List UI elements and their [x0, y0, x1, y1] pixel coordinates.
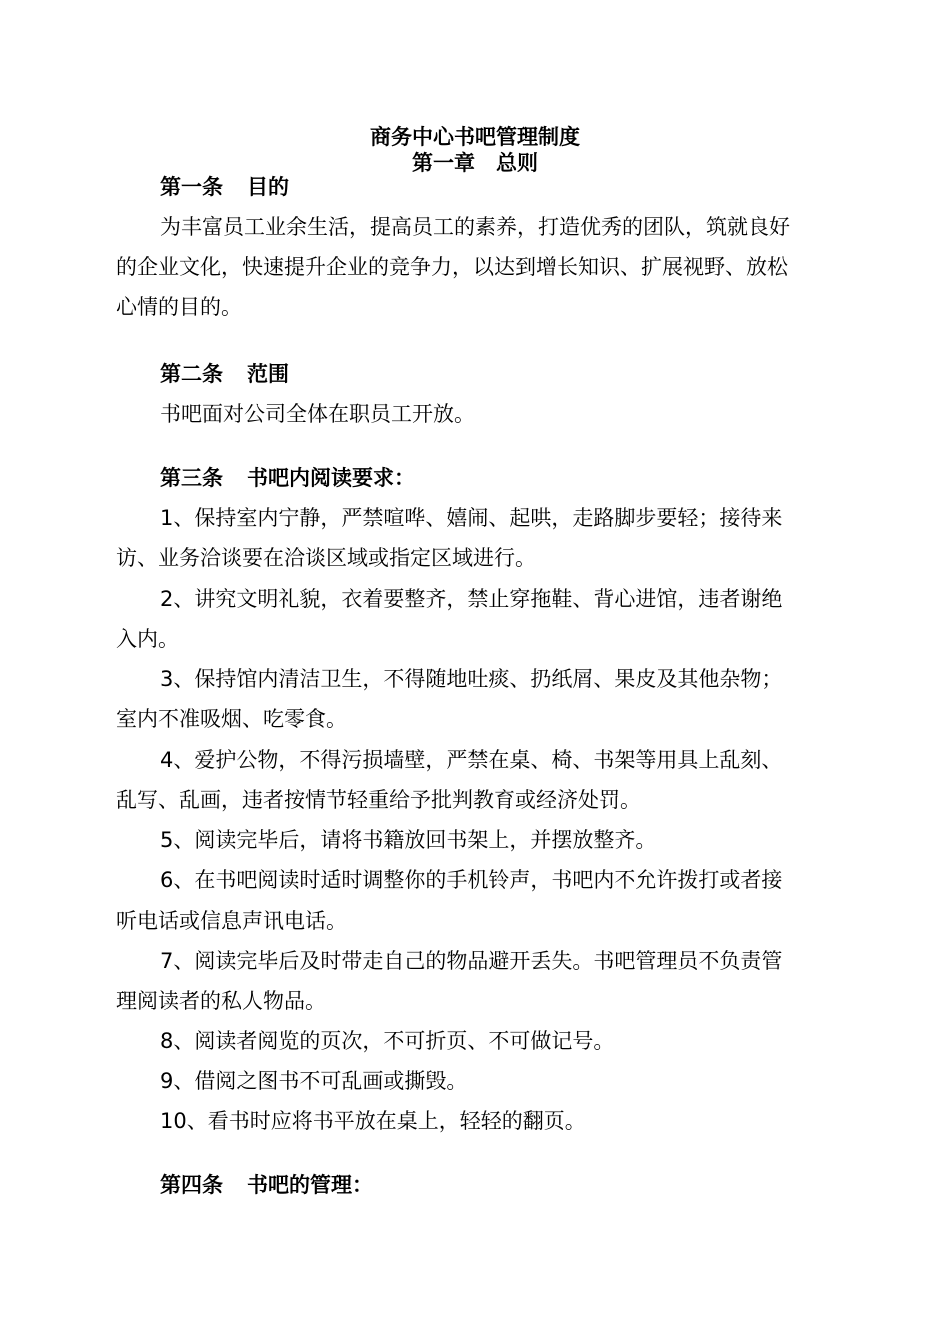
section-title: 书吧的管理：: [247, 1173, 373, 1197]
rule-item-5: 5、阅读完毕后，请将书籍放回书架上，并摆放整齐。: [160, 828, 657, 852]
rule-item-4-cont: 乱写、乱画，违者按情节轻重给予批判教育或经济处罚。: [116, 788, 641, 812]
rule-item-4: 4、爱护公物，不得污损墙壁，严禁在桌、椅、书架等用具上乱刻、: [160, 748, 783, 772]
rule-item-6-cont: 听电话或信息声讯电话。: [116, 909, 347, 933]
rule-item-10: 10、看书时应将书平放在桌上，轻轻的翻页。: [160, 1109, 586, 1133]
rule-item-9: 9、借阅之图书不可乱画或撕毁。: [160, 1069, 468, 1093]
document-title: 商务中心书吧管理制度: [370, 125, 580, 149]
rule-item-8: 8、阅读者阅览的页次，不可折页、不可做记号。: [160, 1029, 615, 1053]
rule-item-1-cont: 访、业务洽谈要在洽谈区域或指定区域进行。: [116, 546, 536, 570]
chapter-title: 第一章 总则: [412, 151, 538, 175]
section-heading-3: [160, 463, 415, 493]
section-heading-1: [160, 172, 289, 202]
rule-item-3-cont: 室内不准吸烟、吃零食。: [116, 707, 347, 731]
paragraph-line: 的企业文化，快速提升企业的竞争力，以达到增长知识、扩展视野、放松: [116, 255, 788, 279]
rule-item-7-cont: 理阅读者的私人物品。: [116, 989, 326, 1013]
rule-item-3: 3、保持馆内清洁卫生，不得随地吐痰、扔纸屑、果皮及其他杂物；: [160, 667, 783, 691]
rule-item-6: 6、在书吧阅读时适时调整你的手机铃声，书吧内不允许拨打或者接: [160, 868, 783, 892]
section-number: 第四条: [160, 1173, 223, 1197]
section-number: 第二条: [160, 362, 223, 386]
section-title: 书吧内阅读要求：: [247, 466, 415, 490]
section-title: 目的: [247, 175, 289, 199]
section-number: 第三条: [160, 466, 223, 490]
section-heading-4: [160, 1170, 373, 1200]
section-heading-2: [160, 359, 289, 389]
section-title: 范围: [247, 362, 289, 386]
paragraph-line: 心情的目的。: [116, 295, 242, 319]
section-number: 第一条: [160, 175, 223, 199]
paragraph-line: 书吧面对公司全体在职员工开放。: [160, 402, 475, 426]
rule-item-2-cont: 入内。: [116, 627, 179, 651]
rule-item-2: 2、讲究文明礼貌，衣着要整齐，禁止穿拖鞋、背心进馆，违者谢绝: [160, 587, 783, 611]
rule-item-1: 1、保持室内宁静，严禁喧哗、嬉闹、起哄，走路脚步要轻；接待来: [160, 506, 783, 530]
paragraph-line: 为丰富员工业余生活，提高员工的素养，打造优秀的团队，筑就良好: [160, 215, 790, 239]
rule-item-7: 7、阅读完毕后及时带走自己的物品避开丢失。书吧管理员不负责管: [160, 949, 783, 973]
